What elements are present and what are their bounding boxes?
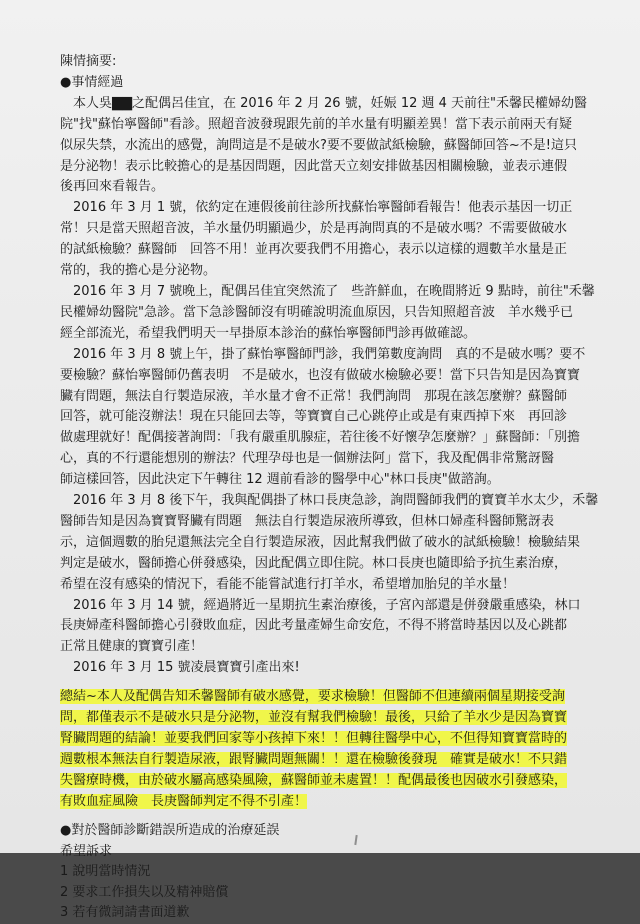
spacer — [60, 813, 620, 821]
paragraph-line: 2016 年 3 月 8 號上午，掛了蘇怡寧醫師門診，我們第數度詢問 真的不是破水嗎？要不 — [60, 346, 586, 362]
paragraph-line: 師這樣回答，因此決定下午轉往 12 週前看診的醫學中心"林口長庚"做諮詢。 — [60, 472, 500, 488]
paragraph-line: 似尿失禁，水流出的感覺，詢問這是不是破水?要不要做試紙檢驗，蘇醫師回答~不是!這只 — [60, 137, 578, 153]
summary-line — [60, 729, 620, 750]
summary-line — [60, 771, 620, 792]
request-item: 3 若有微詞請書面道歉 — [60, 905, 190, 921]
highlighted-text: 週數根本無法自行製造尿液，跟腎臟問題無關！！還在檢驗後發現 確實是破水！不只錯 — [60, 751, 568, 767]
paragraph-line: 判定是破水，醫師擔心併發感染，因此配偶立即住院。林口長庚也隨即給予抗生素治療， — [60, 555, 568, 571]
request-item: 1 說明當時情況 — [60, 864, 151, 880]
paragraph-line: 是分泌物！表示比較擔心的是基因問題，因此當天立刻安排做基因相關檢驗，並表示連假 — [60, 158, 568, 174]
highlighted-text: 腎臟問題的結論！並要我們回家等小孩掉下來！！但轉往醫學中心，不但得知寶寶當時的 — [60, 731, 568, 746]
paragraph-line: 2016 年 3 月 8 後下午，我與配偶掛了林口長庚急診，詢問醫師我們的寶寶羊水太少，禾馨 — [60, 493, 599, 509]
paragraph-line: 的試紙檢驗？蘇醫師 回答不用！並再次要我們不用擔心，表示以這樣的週數羊水量是正 — [60, 242, 568, 258]
request-item: 2 要求工作損失以及精神賠償 — [60, 884, 229, 900]
paragraph-line: 2016 年 3 月 1 號，依約定在連假後前往診所找蘇怡寧醫師看報告！他表示基因一切正 — [60, 200, 573, 216]
summary-line — [60, 708, 620, 729]
paragraph-line: 民權婦幼醫院"急診。當下急診醫師沒有明確說明流血原因，只告知照超音波 羊水幾乎已 — [60, 304, 573, 320]
paragraph-6 — [60, 596, 620, 659]
paragraph-line: 常的，我的擔心是分泌物。 — [60, 263, 217, 279]
paragraph-line: 回答，就可能沒辦法！現在只能回去等，等寶寶自己心跳停止或是有東西掉下來 再回診 — [60, 409, 568, 425]
paragraph-line: 長庚婦產科醫師擔心引發敗血症，因此考量產婦生命安危，不得不將當時基因以及心跳都 — [60, 618, 568, 634]
paragraph-7 — [60, 658, 620, 679]
paragraph-line: 2016 年 3 月 15 號凌晨寶寶引產出來! — [60, 660, 300, 676]
paragraph-line: 醫師告知是因為寶寶腎臟有問題 無法自行製造尿液所導致，但林口婦產科醫師驚訝表 — [60, 513, 555, 529]
summary-line — [60, 792, 620, 813]
paragraph-line: 2016 年 3 月 14 號，經過將近一星期抗生素治療後，子宮內部還是併發嚴重感染，林口 — [60, 597, 581, 613]
request-heading: 希望訴求 — [60, 843, 113, 859]
paragraph-line: 院"找"蘇怡寧醫師"看診。照超音波發現跟先前的羊水量有明顯差異！當下表示前兩天有疑 — [60, 116, 572, 132]
highlighted-text: 問，都僅表示不是破水只是分泌物，並沒有幫我們檢驗！最後，只給了羊水少是因為寶寶 — [60, 710, 568, 726]
highlighted-text: 有敗血症風險 長庚醫師判定不得不引產！ — [60, 793, 308, 809]
paragraph-line: 2016 年 3 月 7 號晚上，配偶呂佳宜突然流了 些許鮮血，在晚間將近 9 點時，前往"禾馨 — [60, 283, 595, 299]
paragraph-line: 心，真的不行還能想別的辦法？代理孕母也是一個辦法阿」當下，我及配偶非常驚訝醫 — [60, 451, 555, 467]
highlighted-text: 總結~本人及配偶告知禾馨醫師有破水感覺，要求檢驗！但醫師不但連續兩個星期接受詢 — [60, 689, 565, 705]
paragraph-5 — [60, 491, 620, 596]
paragraph-line: 後再回來看報告。 — [60, 179, 165, 195]
paragraph-line: 希望在沒有感染的情況下，看能不能嘗試進行打羊水，希望增加胎兒的羊水量！ — [60, 576, 516, 592]
section-heading-delay: ●對於醫師診斷錯誤所造成的治療延誤 — [60, 822, 280, 838]
summary-line — [60, 750, 620, 771]
highlighted-text: 失醫療時機，由於破水屬高感染風險，蘇醫師並未處置！！配偶最後也因破水引發感染， — [60, 772, 568, 788]
summary-line — [60, 687, 620, 708]
paragraph-4 — [60, 345, 620, 491]
paragraph-line: 經全部流光，希望我們明天一早掛原本診治的蘇怡寧醫師門診再做確認。 — [60, 325, 477, 341]
summary-block — [60, 687, 620, 812]
paragraph-line: 常！只是當天照超音波，羊水量仍明顯過少，於是再詢問真的不是破水嗎？不需要做破水 — [60, 221, 568, 237]
paragraph-line: 做處理就好！配偶接著詢問：「我有嚴重肌腺症，若往後不好懷孕怎麼辦？」蘇醫師：「別擔 — [60, 430, 581, 446]
paragraph-line: 正常且健康的寶寶引產！ — [60, 639, 204, 655]
paragraph-1 — [60, 94, 620, 199]
document-title: 陳情摘要: — [60, 54, 117, 69]
paragraph-3 — [60, 282, 620, 345]
paragraph-line: 臟有問題，無法自行製造尿液，羊水量才會不正常！我們詢問 那現在該怎麼辦？蘇醫師 — [60, 388, 568, 404]
paragraph-2 — [60, 198, 620, 282]
paragraph-line: 本人吳▇▇之配偶呂佳宜，在 2016 年 2 月 26 號，妊娠 12 週 4 天前往"禾馨民權婦幼醫 — [60, 95, 588, 111]
document-body — [60, 52, 620, 924]
section-heading-events: ●事情經過 — [60, 74, 124, 90]
spacer — [60, 679, 620, 687]
paragraph-line: 要檢驗？蘇怡寧醫師仍舊表明 不是破水，也沒有做破水檢驗必要！當下只告知是因為寶寶 — [60, 367, 581, 383]
paragraph-line: 示，這個週數的胎兒還無法完全自行製造尿液，因此幫我們做了破水的試紙檢驗！檢驗結果 — [60, 534, 581, 550]
